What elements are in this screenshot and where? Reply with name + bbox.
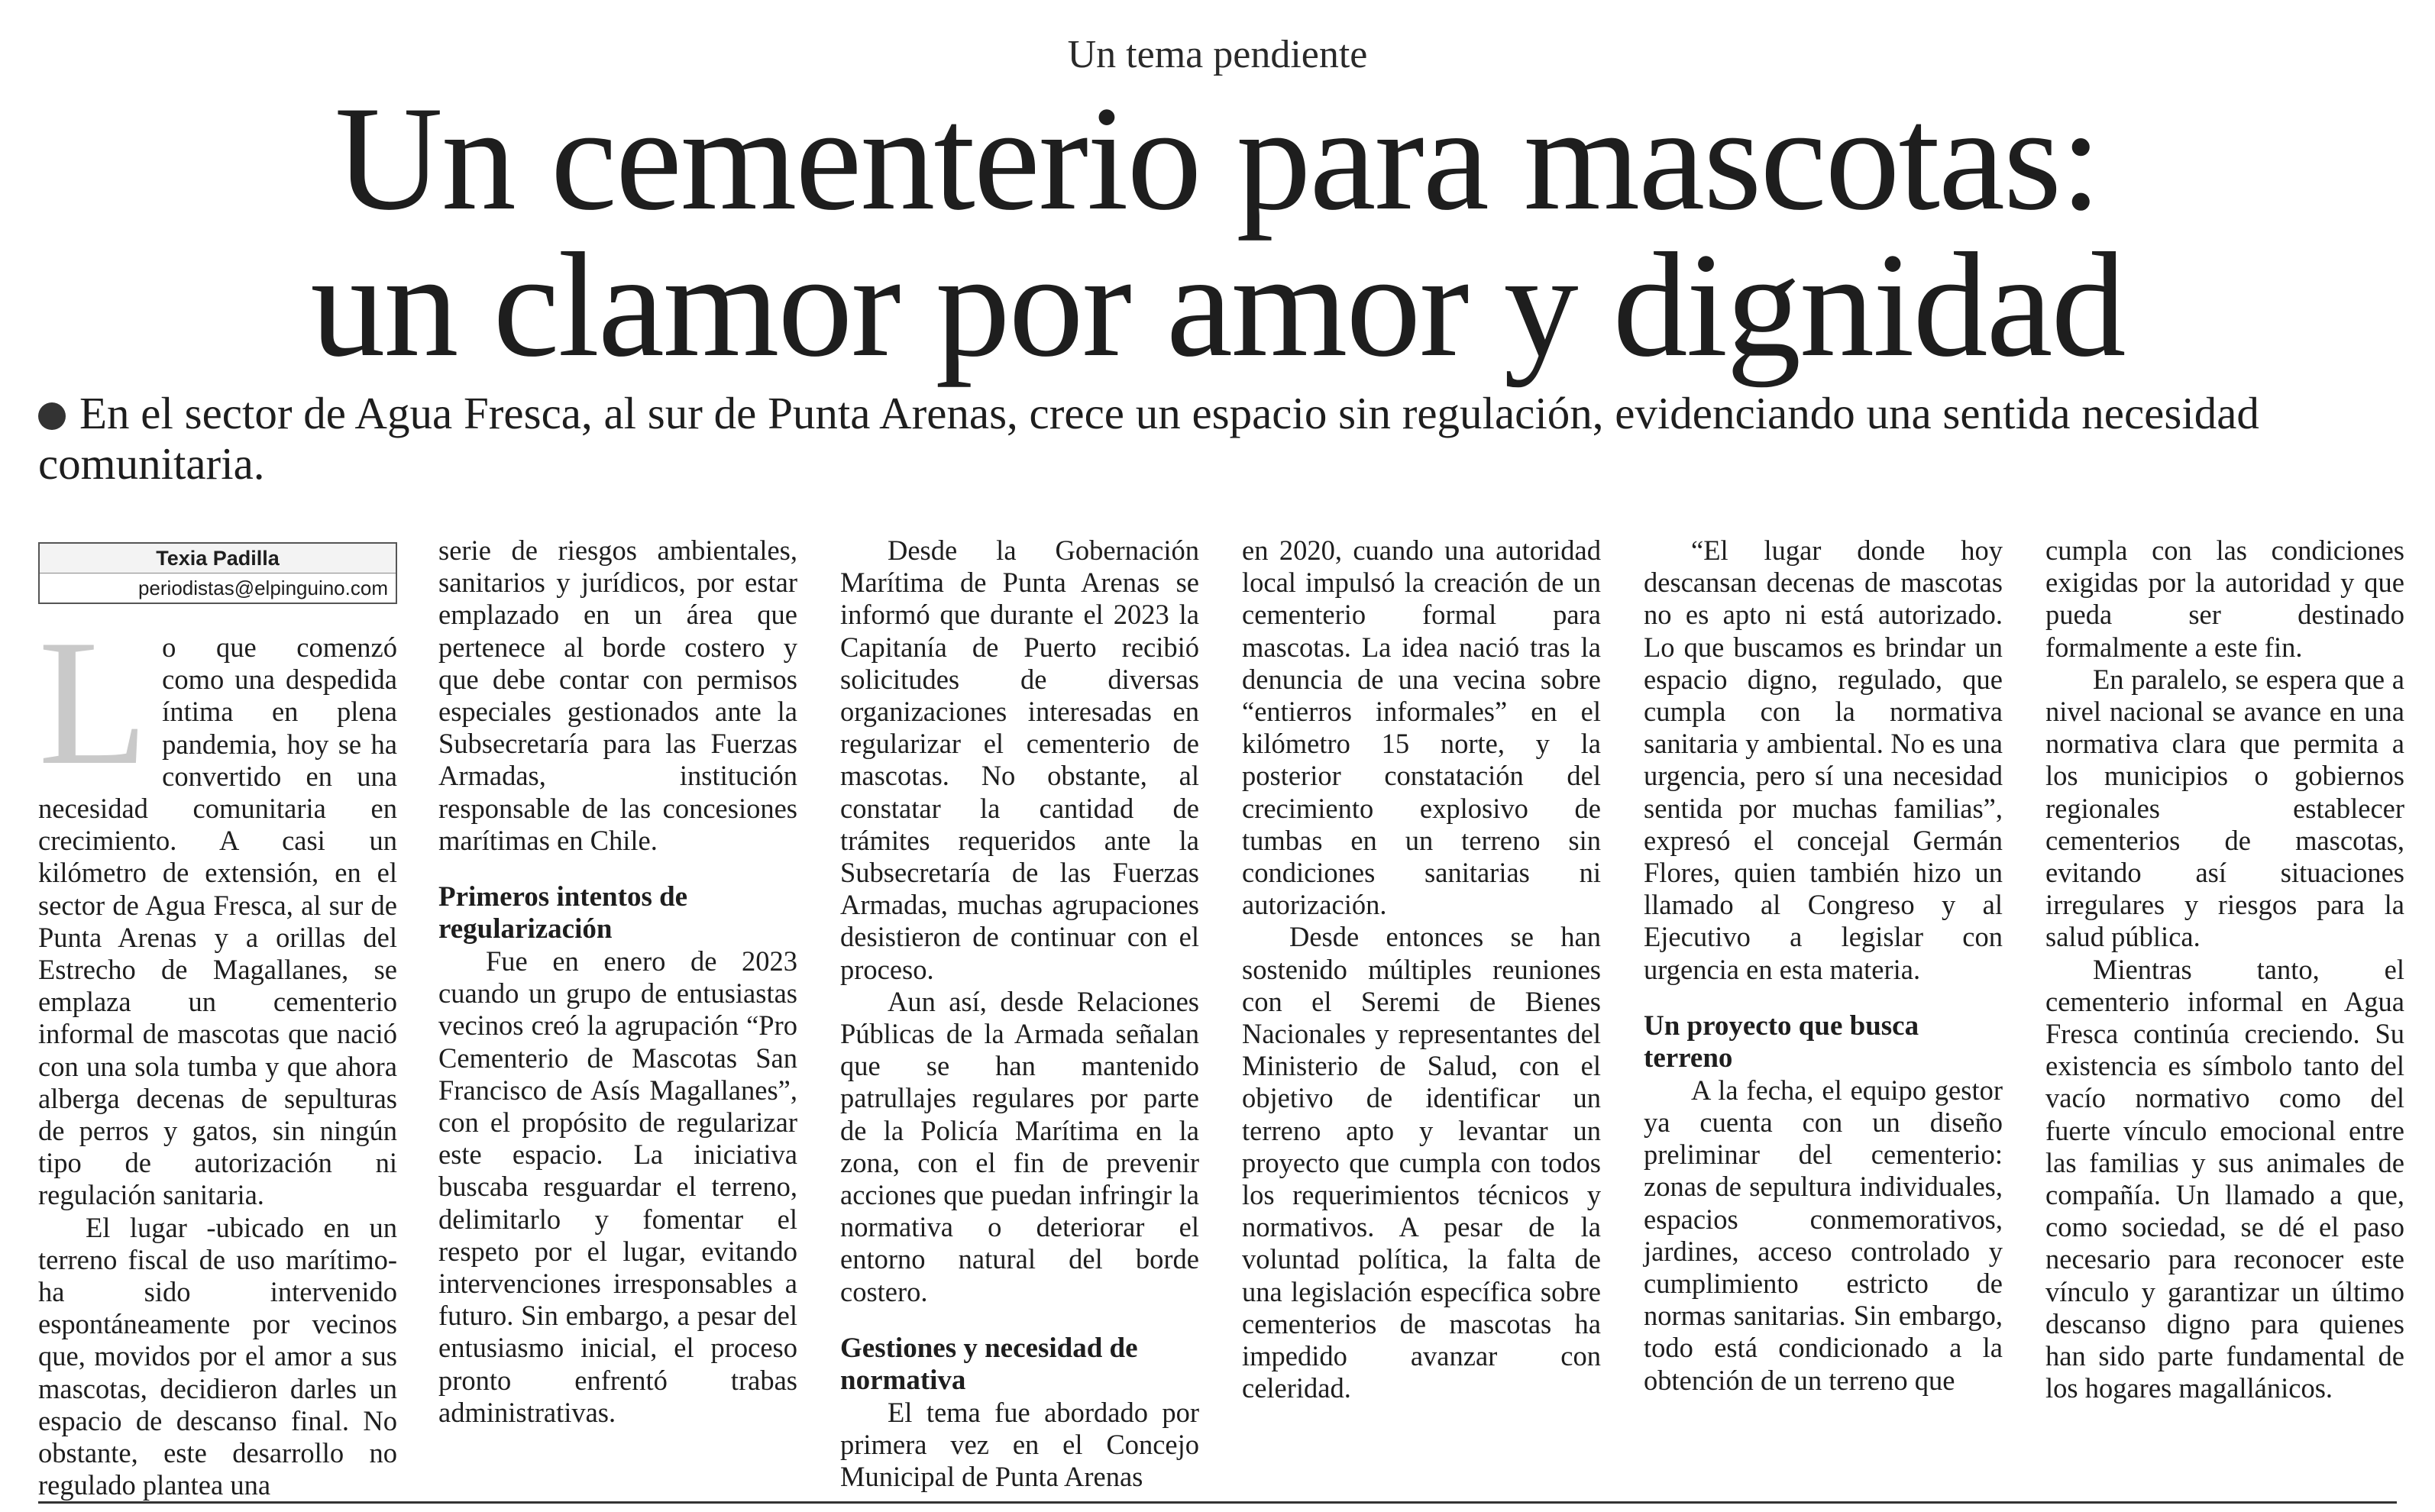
paragraph-3: Fue en enero de 2023 cuando un grupo de entusiastas vecinos creó la agrupación “Pro Cementerio de Mascotas San Francisco de Asís Magallanes”, con el propósito de regularizar este espacio. La iniciativa buscaba resguardar el terreno, delimitarlo y fomentar el respeto por el lugar, evitando intervenciones irresponsables a futuro. Sin embargo, a pesar del entusiasmo inicial, el proceso pronto enfrentó trabas administrativas.	[438, 945, 797, 1428]
column-5	[1644, 535, 2003, 1397]
bullet-icon	[38, 402, 66, 430]
column-6	[2045, 535, 2404, 1404]
paragraph-1-text: o que comenzó como una despedida íntima en plena pandemia, hoy se ha convertido en una necesidad comunitaria en crecimiento. A casi un kilómetro de extensión, en el sector de Agua Fresca, al sur de Punta Arenas y a orillas del Estrecho de Magallanes, se emplaza un cementerio informal de mascotas que nació con una sola tumba y que ahora alberga decenas de sepulturas de perros y gatos, sin ningún tipo de autorización ni regulación sanitaria.	[38, 632, 397, 1211]
paragraph-6a: El tema fue abordado por primera vez en el Concejo Municipal de Punta Arenas	[840, 1396, 1199, 1493]
bottom-rule	[38, 1501, 2397, 1504]
paragraph-2b: serie de riesgos ambientales, sanitarios y jurídicos, por estar emplazado en un área que pertenece al borde costero y que debe contar con permisos especiales gestionados ante la Subsecretaría para las Fuerzas Armadas, institución responsable de las concesiones marítimas en Chile.	[438, 535, 797, 856]
paragraph-10: En paralelo, se espera que a nivel nacional se avance en una normativa clara que permita a los municipios o gobiernos regionales establecer cementerios de mascotas, evitando así situaciones irregulares y riesgos para la salud pública.	[2045, 663, 2404, 953]
dropcap: L	[38, 603, 149, 803]
kicker: Un tema pendiente	[1067, 33, 1368, 76]
subheading-1: Primeros intentos de regularización	[438, 881, 688, 945]
headline	[0, 76, 2435, 388]
column-4	[1242, 535, 1601, 1404]
paragraph-4: Desde la Gobernación Marítima de Punta Arenas se informó que durante el 2023 la Capitanía de Puerto recibió solicitudes de diversas organizaciones interesadas en regularizar el cementerio de mascotas. No obstante, al constatar la cantidad de trámites requeridos ante la Subsecretaría de las Fuerzas Armadas, muchas agrupaciones desistieron de continuar con el proceso.	[840, 535, 1199, 985]
paragraph-9b: cumpla con las condiciones exigidas por la autoridad y que pueda ser destinado formalmente a este fin.	[2045, 535, 2404, 663]
headline-line-2: un clamor por amor y dignidad	[310, 222, 2125, 388]
paragraph-11: Mientras tanto, el cementerio informal en Agua Fresca continúa creciendo. Su existencia es símbolo tanto del vacío normativo como del fuerte vínculo emocional entre las familias y sus animales de compañía. Un llamado a que, como sociedad, se dé el paso necesario para reconocer este vínculo y garantizar un último descanso digno para quienes han sido parte fundamental de los hogares magallánicos.	[2045, 953, 2404, 1404]
byline-email[interactable]: periodistas@elpinguino.com	[137, 577, 388, 599]
column-2	[438, 535, 797, 1429]
paragraph-9a: A la fecha, el equipo gestor ya cuenta con un diseño preliminar del cementerio: zonas de sepultura individuales, espacios conmemorativos, jardines, acceso controlado y cumplimiento estricto de normas sanitarias. Sin embargo, todo está condicionado a la obtención de un terreno que	[1644, 1074, 2003, 1396]
paragraph-5: Aun así, desde Relaciones Públicas de la Armada señalan que se han mantenido patrullajes regulares por parte de la Policía Marítima en la zona, con el fin de prevenir acciones que puedan infringir la normativa o deteriorar el entorno natural del borde costero.	[840, 985, 1199, 1307]
paragraph-2a: El lugar -ubicado en un terreno fiscal de uso marítimo- ha sido intervenido espontáneamente por vecinos que, movidos por el amor a sus mascotas, decidieron darles un espacio de descanso final. No obstante, este desarrollo no regulado plantea una	[38, 1211, 397, 1501]
byline-box	[38, 542, 397, 604]
paragraph-8: “El lugar donde hoy descansan decenas de mascotas no es apto ni está autorizado. Lo que buscamos es brindar un espacio digno, regulado, que cumpla con la normativa sanitaria y ambiental. No es una urgencia, pero sí una necesidad sentida por muchas familias”, expresó el concejal Germán Flores, quien también hizo un llamado al Congreso y al Ejecutivo a legislar con urgencia en esta materia.	[1644, 535, 2003, 985]
byline-name: Texia Padilla	[40, 544, 396, 573]
paragraph-7: Desde entonces se han sostenido múltiples reuniones con el Seremi de Bienes Nacionales y representantes del Ministerio de Salud, con el objetivo de identificar un terreno apto y levantar un proyecto que cumpla con todos los requerimientos técnicos y normativos. A pesar de la voluntad política, la falta de una legislación específica sobre cementerios de mascotas ha impedido avanzar con celeridad.	[1242, 921, 1601, 1404]
deck-text: En el sector de Agua Fresca, al sur de Punta Arenas, crece un espacio sin regulación, evidenciando una sentida necesidad comunitaria.	[38, 388, 2259, 489]
paragraph-1	[38, 603, 397, 1212]
column-1	[38, 535, 397, 1501]
subheading-2: Gestiones y necesidad de normativa	[840, 1332, 1138, 1396]
subheading-3: Un proyecto que busca terreno	[1644, 1010, 1919, 1074]
column-3	[840, 535, 1199, 1493]
paragraph-6b: en 2020, cuando una autoridad local impulsó la creación de un cementerio formal para mascotas. La idea nació tras la denuncia de una vecina sobre “entierros informales” en el kilómetro 15 norte, y la posterior constatación del crecimiento explosivo de tumbas en un terreno sin condiciones sanitarias ni autorización.	[1242, 535, 1601, 921]
headline-line-1: Un cementerio para mascotas:	[335, 76, 2100, 241]
deck	[38, 388, 2375, 489]
